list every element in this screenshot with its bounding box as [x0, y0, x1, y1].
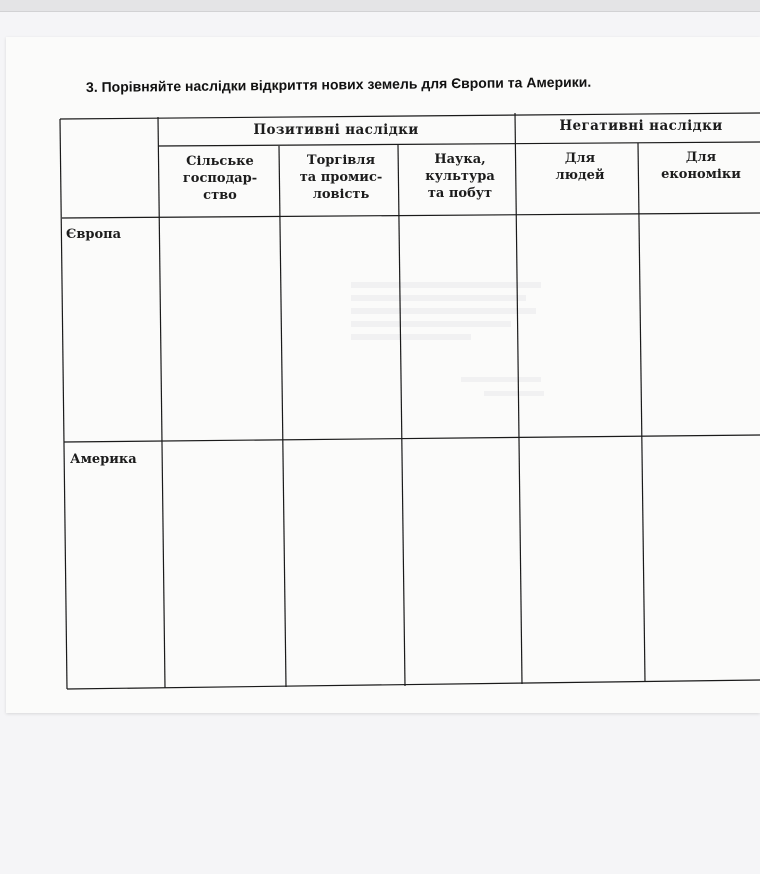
row-divider: [64, 435, 760, 442]
top-strip: [0, 0, 760, 12]
table-border-left: [60, 119, 67, 689]
col-divider-5: [638, 143, 645, 682]
col-divider-3: [398, 145, 405, 686]
task-title: 3. Порівняйте наслідки відкриття нових земель для Європи та Америки.: [85, 73, 592, 95]
header-positive-consequences: Позитивні наслідки: [253, 122, 419, 138]
header-for-people: Для людей: [555, 151, 605, 183]
table-border-bottom: [67, 680, 760, 689]
col-divider-2: [279, 146, 286, 687]
row-label-america: Америка: [70, 452, 137, 467]
header-trade-industry: Торгівля та промис- ловість: [299, 153, 383, 202]
header-negative-consequences: Негативні наслідки: [559, 118, 723, 134]
row-label-europe: Європа: [66, 227, 122, 242]
header-bottom-line: [62, 213, 760, 218]
header-group-divider: [158, 142, 760, 146]
header-science-culture: Наука, культура та побут: [425, 152, 495, 201]
header-agriculture: Сільське господар- ство: [182, 154, 258, 203]
header-for-economy: Для економіки: [661, 150, 741, 182]
worksheet-photo: [6, 37, 760, 713]
